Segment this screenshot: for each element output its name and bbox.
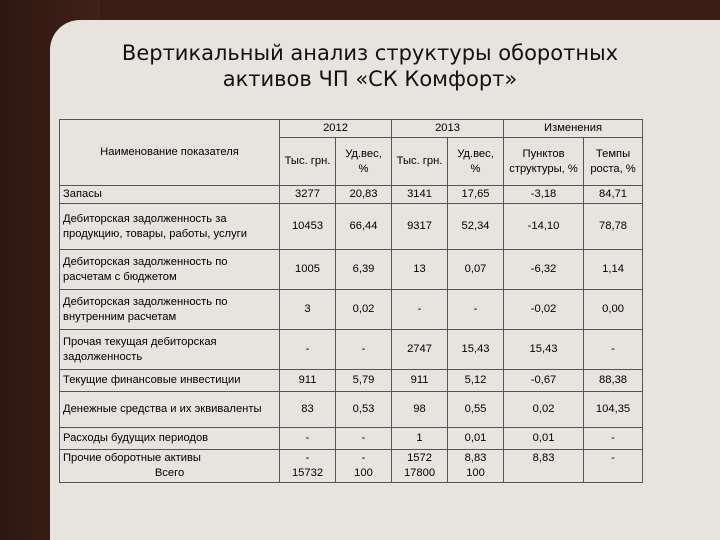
row-label-total: Всего — [154, 467, 185, 479]
row-value: 0,07 — [448, 250, 504, 290]
row-value: 1,14 — [584, 250, 643, 290]
row-value: 83 — [280, 392, 336, 428]
row-label: Запасы — [60, 186, 280, 204]
row-value: 911 — [392, 370, 448, 392]
row-value: -3,18 — [504, 186, 584, 204]
row-value: 88,38 — [584, 370, 643, 392]
row-value: 0,01 — [448, 428, 504, 450]
row-value: 3 — [280, 290, 336, 330]
value-other: - — [611, 452, 615, 464]
row-value — [448, 450, 504, 483]
row-value — [336, 450, 392, 483]
row-value: 104,35 — [584, 392, 643, 428]
table-row — [60, 392, 643, 428]
column-header-changes: Изменения — [504, 120, 643, 138]
table-row-last — [60, 450, 643, 483]
value-total: 100 — [354, 467, 373, 479]
column-header-year-2012: 2012 — [280, 120, 392, 138]
row-value: 3141 — [392, 186, 448, 204]
subheader-cell: Тыс. грн. — [280, 138, 336, 186]
row-label: Расходы будущих периодов — [60, 428, 280, 450]
row-value: - — [392, 290, 448, 330]
row-value: 15,43 — [504, 330, 584, 370]
row-value: 10453 — [280, 204, 336, 250]
row-value: - — [584, 330, 643, 370]
subheader-cell: Пунктов структуры, % — [504, 138, 584, 186]
structure-table — [59, 119, 643, 483]
row-value: 911 — [280, 370, 336, 392]
row-label: Денежные средства и их эквиваленты — [60, 392, 280, 428]
row-value: -0,02 — [504, 290, 584, 330]
row-value: 13 — [392, 250, 448, 290]
row-label: Дебиторская задолженность за продукцию, товары, работы, услуги — [60, 204, 280, 250]
row-value — [392, 450, 448, 483]
subheader-cell: Тыс. грн. — [392, 138, 448, 186]
row-value: 0,00 — [584, 290, 643, 330]
row-value: 5,12 — [448, 370, 504, 392]
row-value: - — [336, 428, 392, 450]
row-value: 1 — [392, 428, 448, 450]
row-value — [280, 450, 336, 483]
row-value: 0,01 — [504, 428, 584, 450]
table-row — [60, 428, 643, 450]
table-row — [60, 204, 643, 250]
row-value: 66,44 — [336, 204, 392, 250]
row-label-other: Прочие оборотные активы — [63, 452, 201, 464]
row-label: Дебиторская задолженность по расчетам с бюджетом — [60, 250, 280, 290]
row-value: 84,71 — [584, 186, 643, 204]
row-value: - — [584, 428, 643, 450]
value-other: - — [305, 452, 310, 464]
row-value: - — [448, 290, 504, 330]
value-total: 15732 — [291, 467, 324, 479]
row-label: Прочая текущая дебиторская задолженность — [60, 330, 280, 370]
table-row — [60, 250, 643, 290]
value-total: 17800 — [403, 467, 436, 479]
row-value: 0,02 — [336, 290, 392, 330]
row-value: 17,65 — [448, 186, 504, 204]
column-header-name: Наименование показателя — [60, 120, 280, 186]
value-other: 8,83 — [464, 452, 487, 464]
row-value: - — [336, 330, 392, 370]
value-other: 8,83 — [532, 452, 555, 464]
row-value: 3277 — [280, 186, 336, 204]
row-value: 0,53 — [336, 392, 392, 428]
value-other: - — [361, 452, 366, 464]
table-row — [60, 186, 643, 204]
subheader-cell: Темпы роста, % — [584, 138, 643, 186]
row-label: Текущие финансовые инвестиции — [60, 370, 280, 392]
row-value: -6,32 — [504, 250, 584, 290]
subheader-cell: Уд.вес, % — [336, 138, 392, 186]
row-value: - — [280, 330, 336, 370]
row-value: -0,67 — [504, 370, 584, 392]
row-value: 5,79 — [336, 370, 392, 392]
row-value: 52,34 — [448, 204, 504, 250]
row-value: -14,10 — [504, 204, 584, 250]
subheader-cell: Уд.вес, % — [448, 138, 504, 186]
row-value: 98 — [392, 392, 448, 428]
row-value — [584, 450, 643, 483]
slide-title: Вертикальный анализ структуры оборотных активов ЧП «СК Комфорт» — [121, 41, 619, 91]
table-row — [60, 290, 643, 330]
row-label — [60, 450, 280, 483]
row-value: 20,83 — [336, 186, 392, 204]
row-value: 0,02 — [504, 392, 584, 428]
row-value — [504, 450, 584, 483]
row-value: - — [280, 428, 336, 450]
row-value: 6,39 — [336, 250, 392, 290]
column-header-year-2013: 2013 — [392, 120, 504, 138]
table-row — [60, 370, 643, 392]
row-value: 9317 — [392, 204, 448, 250]
row-value: 2747 — [392, 330, 448, 370]
value-total: 100 — [466, 467, 485, 479]
row-value: 0,55 — [448, 392, 504, 428]
table-header-row — [60, 120, 643, 138]
row-value: 1005 — [280, 250, 336, 290]
row-value: 15,43 — [448, 330, 504, 370]
row-value: 78,78 — [584, 204, 643, 250]
table-row — [60, 330, 643, 370]
row-label: Дебиторская задолженность по внутренним расчетам — [60, 290, 280, 330]
value-other: 1572 — [407, 452, 432, 464]
